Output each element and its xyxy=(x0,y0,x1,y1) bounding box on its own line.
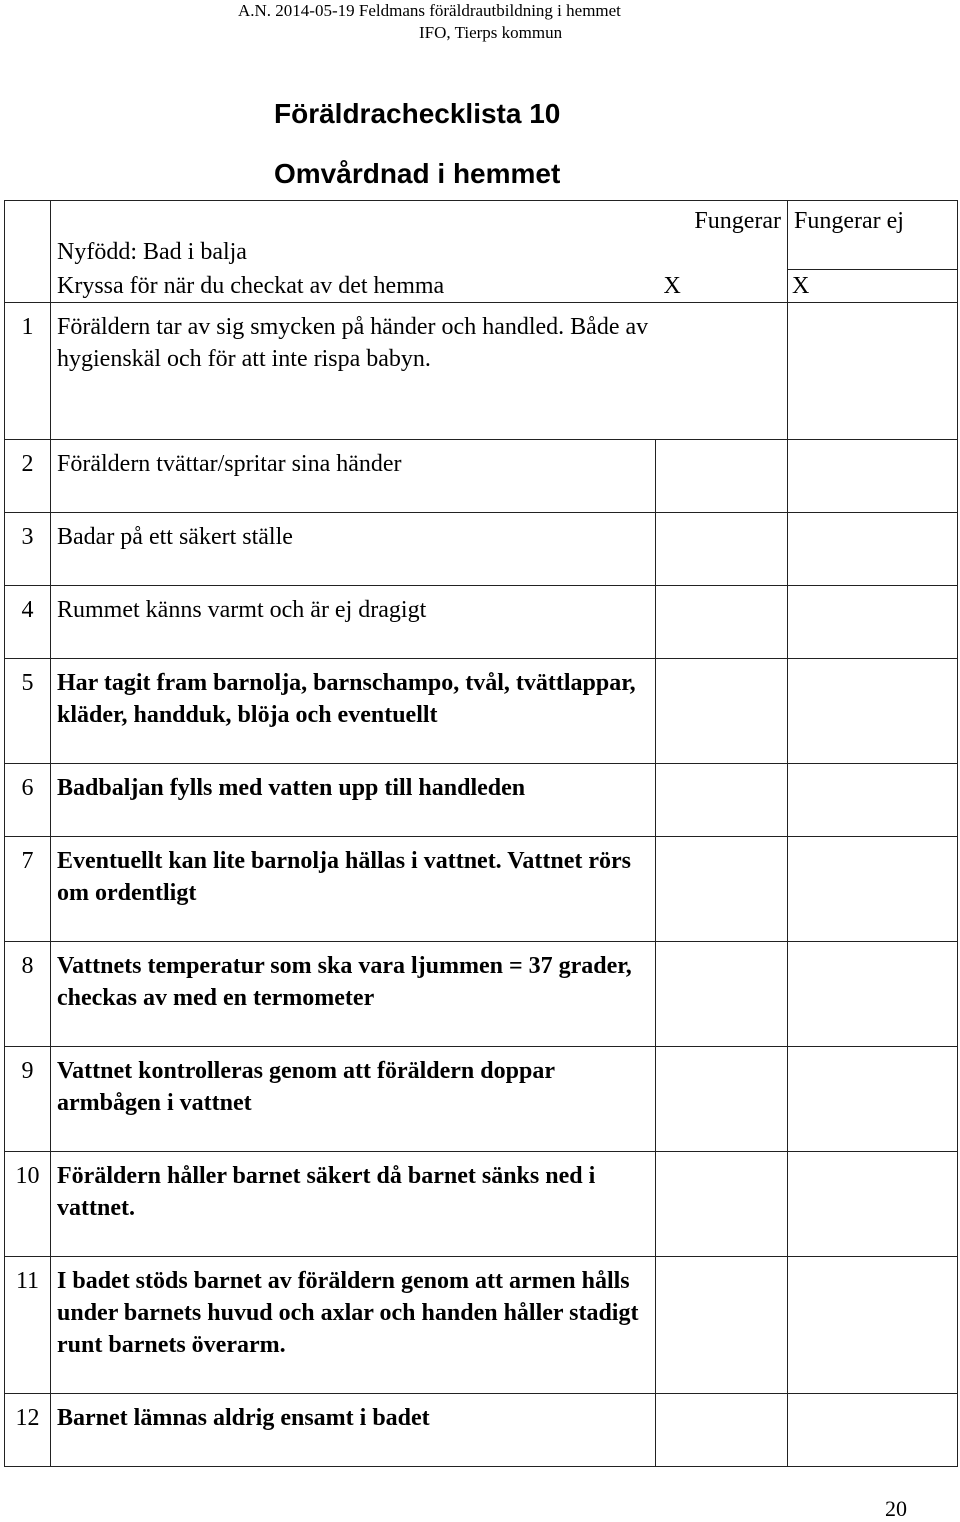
row-number: 3 xyxy=(5,513,51,586)
table-row xyxy=(5,586,958,659)
checkbox-fungerar[interactable] xyxy=(656,764,788,837)
checkbox-fungerar-ej[interactable] xyxy=(788,942,958,1047)
row-text: Föräldern håller barnet säkert då barnet sänks ned i vattnet. xyxy=(51,1152,656,1257)
row-number: 1 xyxy=(5,303,51,440)
table-row xyxy=(5,303,958,440)
checkbox-fungerar[interactable] xyxy=(656,586,788,659)
row-number: 5 xyxy=(5,659,51,764)
checkbox-fungerar-ej[interactable] xyxy=(788,513,958,586)
instruction-text: Kryssa för när du checkat av det hemma xyxy=(51,270,656,303)
row-text: Föräldern tar av sig smycken på händer och handled. Både av hygienskäl och för att inte rispa babyn. xyxy=(51,303,656,440)
checkbox-fungerar-ej[interactable] xyxy=(788,440,958,513)
instruction-num-cell xyxy=(5,270,51,303)
table-row xyxy=(5,764,958,837)
row-number: 12 xyxy=(5,1394,51,1467)
document-title: Föräldrachecklista 10 xyxy=(274,98,561,129)
table-row xyxy=(5,837,958,942)
header-num-cell xyxy=(5,201,51,270)
checkbox-fungerar-ej[interactable] xyxy=(788,659,958,764)
checkbox-fungerar[interactable] xyxy=(656,942,788,1047)
checkbox-fungerar[interactable] xyxy=(656,837,788,942)
header-line-2: IFO, Tierps kommun xyxy=(419,23,563,42)
checkbox-fungerar[interactable] xyxy=(656,303,788,440)
checkbox-fungerar[interactable] xyxy=(656,1152,788,1257)
checkbox-fungerar[interactable] xyxy=(656,1047,788,1152)
checkbox-fungerar-ej[interactable] xyxy=(788,303,958,440)
row-text: Har tagit fram barnolja, barnschampo, tvål, tvättlappar, kläder, handduk, blöja och eventuellt xyxy=(51,659,656,764)
checkbox-fungerar[interactable] xyxy=(656,513,788,586)
column-header-fungerar-ej: Fungerar ej xyxy=(788,201,958,270)
row-number: 2 xyxy=(5,440,51,513)
checkbox-fungerar[interactable] xyxy=(656,659,788,764)
instruction-row xyxy=(5,270,958,303)
table-header-row xyxy=(5,201,958,270)
table-row xyxy=(5,1047,958,1152)
row-number: 4 xyxy=(5,586,51,659)
table-row xyxy=(5,942,958,1047)
checkbox-fungerar[interactable] xyxy=(656,440,788,513)
row-number: 7 xyxy=(5,837,51,942)
checklist-table xyxy=(4,200,958,1467)
table-row xyxy=(5,1257,958,1394)
instruction-mark-not-ok: X xyxy=(788,270,958,303)
checkbox-fungerar[interactable] xyxy=(656,1394,788,1467)
section-title: Nyfödd: Bad i balja xyxy=(51,201,656,270)
checkbox-fungerar-ej[interactable] xyxy=(788,1257,958,1394)
table-row xyxy=(5,1152,958,1257)
checkbox-fungerar[interactable] xyxy=(656,1257,788,1394)
row-text: Badbaljan fylls med vatten upp till handleden xyxy=(51,764,656,837)
instruction-mark-ok: X xyxy=(656,270,788,303)
row-number: 10 xyxy=(5,1152,51,1257)
row-number: 8 xyxy=(5,942,51,1047)
row-text: Eventuellt kan lite barnolja hällas i vattnet. Vattnet rörs om ordentligt xyxy=(51,837,656,942)
row-text: Barnet lämnas aldrig ensamt i badet xyxy=(51,1394,656,1467)
header-line-1: A.N. 2014-05-19 Feldmans föräldrautbildning i hemmet xyxy=(238,1,621,20)
row-text: Föräldern tvättar/spritar sina händer xyxy=(51,440,656,513)
column-header-fungerar: Fungerar xyxy=(656,201,788,270)
document-subtitle: Omvårdnad i hemmet xyxy=(274,158,561,189)
row-number: 6 xyxy=(5,764,51,837)
row-text: Badar på ett säkert ställe xyxy=(51,513,656,586)
row-text: Vattnet kontrolleras genom att föräldern doppar armbågen i vattnet xyxy=(51,1047,656,1152)
table-row xyxy=(5,513,958,586)
row-text: Rummet känns varmt och är ej dragigt xyxy=(51,586,656,659)
table-row xyxy=(5,1394,958,1467)
checkbox-fungerar-ej[interactable] xyxy=(788,837,958,942)
row-number: 11 xyxy=(5,1257,51,1394)
table-row xyxy=(5,659,958,764)
row-number: 9 xyxy=(5,1047,51,1152)
checkbox-fungerar-ej[interactable] xyxy=(788,1047,958,1152)
checkbox-fungerar-ej[interactable] xyxy=(788,1152,958,1257)
row-text: Vattnets temperatur som ska vara ljummen = 37 grader, checkas av med en termometer xyxy=(51,942,656,1047)
table-row xyxy=(5,440,958,513)
page-number: 20 xyxy=(885,1496,907,1521)
checkbox-fungerar-ej[interactable] xyxy=(788,1394,958,1467)
row-text: I badet stöds barnet av föräldern genom att armen hålls under barnets huvud och axlar och handen håller stadigt runt barnets överarm. xyxy=(51,1257,656,1394)
checkbox-fungerar-ej[interactable] xyxy=(788,586,958,659)
checkbox-fungerar-ej[interactable] xyxy=(788,764,958,837)
